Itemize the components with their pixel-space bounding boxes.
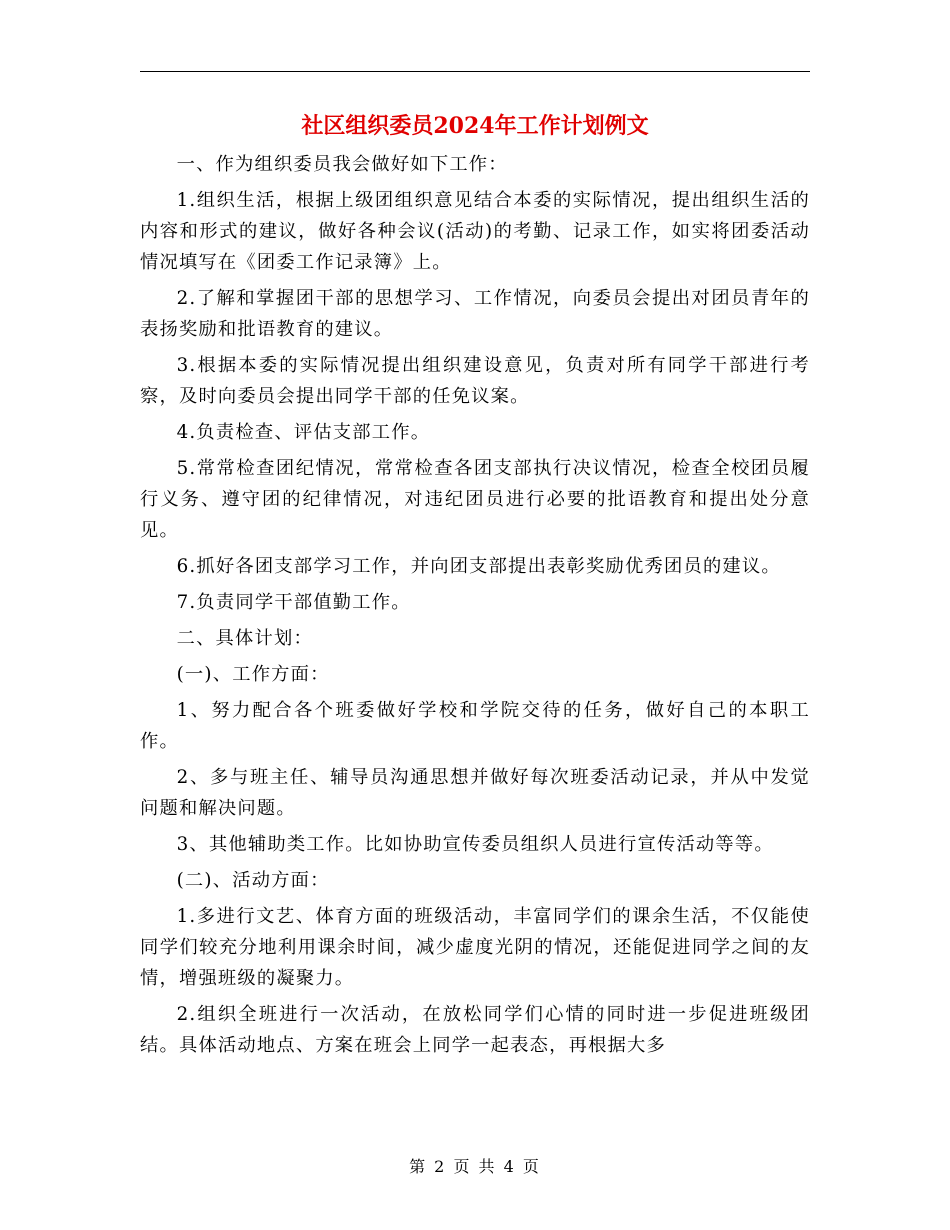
page-footer: 第 2 页 共 4 页: [409, 1157, 541, 1176]
document-body: [140, 149, 810, 1066]
paragraph: 1.多进行文艺、体育方面的班级活动，丰富同学们的课余生活，不仅能使同学们较充分地利用课余时间，减少虚度光阴的情况，还能促进同学之间的友情，增强班级的凝聚力。: [140, 906, 810, 989]
paragraph: 4.负责检查、评估支部工作。: [176, 422, 431, 443]
paragraph: 3.根据本委的实际情况提出组织建设意见，负责对所有同学干部进行考察，及时向委员会提出同学干部的任免议案。: [140, 355, 810, 407]
paragraph: 6.抓好各团支部学习工作，并向团支部提出表彰奖励优秀团员的建议。: [176, 556, 781, 577]
document-title: 社区组织委员2024年工作计划例文: [301, 113, 649, 139]
paragraph: 二、具体计划：: [176, 628, 313, 649]
paragraph: 一、作为组织委员我会做好如下工作：: [176, 154, 508, 175]
paragraph: 5.常常检查团纪情况，常常检查各团支部执行决议情况，检查全校团员履行义务、遵守团的纪律情况，对违纪团员进行必要的批语教育和提出处分意见。: [140, 458, 810, 541]
paragraph: 1.组织生活，根据上级团组织意见结合本委的实际情况，提出组织生活的内容和形式的建议，做好各种会议(活动)的考勤、记录工作，如实将团委活动情况填写在《团委工作记录簿》上。: [140, 190, 810, 273]
paragraph: 2.组织全班进行一次活动，在放松同学们心情的同时进一步促进班级团结。具体活动地点、方案在班会上同学一起表态，再根据大多: [140, 1004, 810, 1056]
paragraph: 7.负责同学干部值勤工作。: [176, 592, 411, 613]
paragraph: (二)、活动方面：: [176, 870, 330, 891]
paragraph: 2.了解和掌握团干部的思想学习、工作情况，向委员会提出对团员青年的表扬奖励和批语教育的建议。: [140, 288, 810, 340]
paragraph: 1、努力配合各个班委做好学校和学院交待的任务，做好自己的本职工作。: [140, 700, 810, 752]
paragraph: 3、其他辅助类工作。比如协助宣传委员组织人员进行宣传活动等等。: [176, 834, 774, 855]
header-rule: [140, 71, 810, 72]
paragraph: 2、多与班主任、辅导员沟通思想并做好每次班委活动记录，并从中发觉问题和解决问题。: [140, 767, 810, 819]
paragraph: (一)、工作方面：: [176, 664, 330, 685]
